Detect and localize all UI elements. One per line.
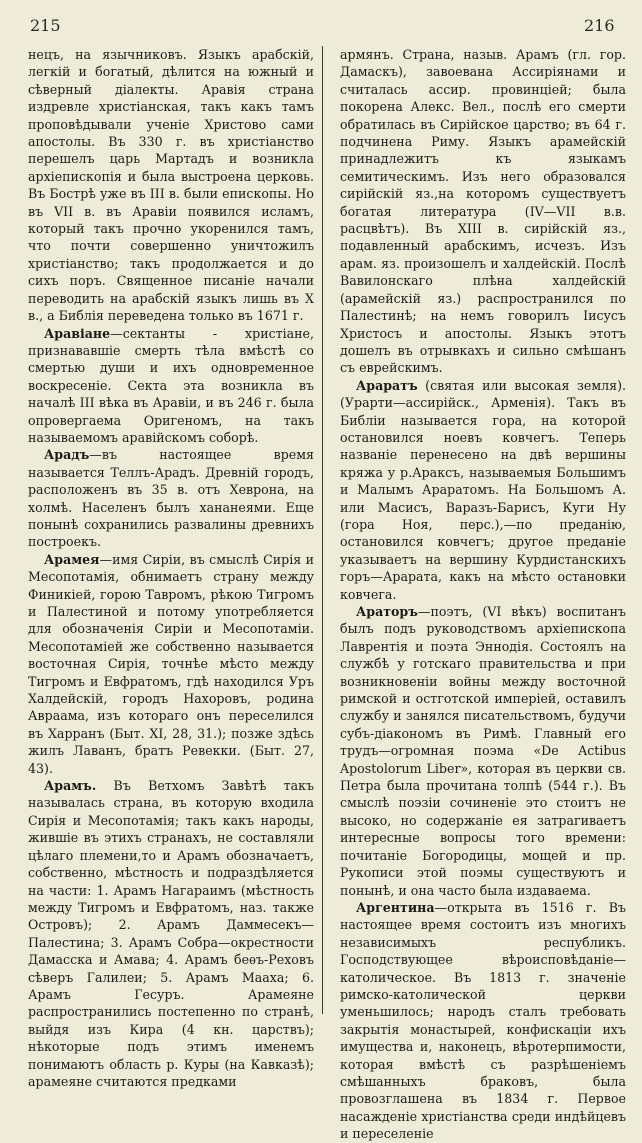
entry-text: армянъ. Страна, назыв. Арамъ (гл. гор. Дамаскъ), завоевана Ассиріянами и считалась ассир. провинціей; была покорена Алекс. Вел., послѣ его смерти обратилась въ Сирійское царство; въ 64 г. подчинена Риму. Языкъ арамейскій принадлежитъ къ языкамъ семитическимъ. Изъ него образовался сирійскій яз.,на которомъ существуетъ богатая литература (IV—VII в.в. расцвѣтъ). Въ XIII в. сирійскій яз., подавленный арабскимъ, исчезъ. Изъ арам. яз. произошелъ и халдейскій. Послѣ Вавилонскаго плѣна халдейскій (арамейскій яз.) распространился по Палестинѣ; на немъ говорилъ Іисусъ Христосъ и апостолы. Языкъ этотъ дошелъ въ отрывкахъ и сильно смѣшанъ съ еврейскимъ. (340, 47, 626, 376)
entry-headword: Аргентина (356, 899, 435, 915)
entry-headword: Арамъ. (44, 778, 97, 794)
entry-headword: Арамея (44, 551, 100, 567)
dictionary-entry (340, 377, 626, 603)
entry-headword: Араторъ (356, 604, 418, 619)
right-column (340, 46, 626, 1142)
entry-headword: Арадъ (44, 447, 90, 463)
left-column (28, 46, 314, 1089)
entry-text: Въ Ветхомъ Завѣтѣ такъ называлась страна, въ которую входила Сирія и Месопотамія; такъ какъ народы, жившіе въ этихъ странахъ, не составляли цѣлаго племени,то и Арамъ обозначаетъ, собственно, мѣстность и подраздѣляется на части: 1. Арамъ Нагараимъ (мѣстность между Тигромъ и Евфратомъ, наз. также Островъ); 2. Арамъ Даммесекъ—Палестина; 3. Арамъ Собра—окрестности Дамасска и Амава; 4. Арамъ беѳъ-Реховъ сѣверъ Галилеи; 5. Арамъ Мааха; 6. Арамъ Гесуръ. Арамеяне распространились постепенно по странѣ, выйдя изъ Кира (4 кн. царствъ); нѣкоторые подъ этимъ именемъ понимаютъ область р. Куры (на Кавказѣ); арамеяне считаются предками (28, 778, 314, 1089)
dictionary-entry (28, 325, 314, 447)
dictionary-entry (340, 899, 626, 1143)
column-divider (322, 46, 323, 1014)
entry-text: нецъ, на язычниковъ. Языкъ арабскій, легкій и богатый, дѣлится на южный и сѣверный діалекты. Аравія страна издревле христіанская, такъ какъ тамъ проповѣдывали ученіе Христово сами апостолы. Въ 330 г. въ христіанство перешелъ царь Мартадъ и возникла архіепископія и была выстроена церковь. Въ Бострѣ уже въ III в. были епископы. Но въ VII в. въ Аравіи появился исламъ, который такъ прочно укоренился тамъ, что почти совершенно уничтожилъ христіанство; такъ продолжается и до сихъ поръ. Священное писаніе начали переводить на арабскій языкъ лишь въ X в., а Библія переведена только въ 1671 г. (28, 47, 314, 324)
entry-text: —въ настоящее время называется Теллъ-Арадъ. Древній городъ, расположенъ въ 35 в. отъ Хеврона, на холмѣ. Населенъ былъ хананеями. Еще понынѣ сохранились развалины древнихъ построекъ. (28, 447, 314, 550)
dictionary-entry (28, 777, 314, 1090)
entry-text: —сектанты - христіане, признававшіе смерть тѣла вмѣстѣ со смертью души и ихъ одновременное воскресеніе. Секта эта возникла въ началѣ III вѣка въ Аравіи, и въ 246 г. была опровергаема Оригеномъ, на такъ называемомъ аравійскомъ соборѣ. (28, 325, 314, 445)
entry-text: —имя Сиріи, въ смыслѣ Сирія и Месопотамія, обнимаетъ страну между Финикіей, горою Тавромъ, рѣкою Тигромъ и Палестиной и потому употребляется для обозначенія Сиріи и Месопотаміи. Месопотаміей же собственно называется восточная Сирія, точнѣе мѣсто между Тигромъ и Евфратомъ, гдѣ находился Уръ Халдейскій, городъ Нахоровъ, родина Авраама, изъ котораго онъ переселился въ Харранъ (Быт. XI, 28, 31.); позже здѣсь жилъ Лаванъ, братъ Ревекки. (Быт. 27, 43). (28, 551, 314, 776)
dictionary-entry (28, 446, 314, 550)
dictionary-entry (340, 603, 626, 899)
dictionary-entry (340, 46, 626, 377)
entry-headword: Араратъ (356, 377, 418, 393)
left-page-number: 215 (30, 16, 61, 35)
entry-text: —открыта въ 1516 г. Въ настоящее время состоитъ изъ многихъ независимыхъ республикъ. Господствующее вѣроисповѣданіе—католическое. Въ 1813 г. значеніе римско-католической церкви уменьшилось; народъ сталъ требовать закрытія монастырей, конфискаціи ихъ имущества и, наконецъ, вѣротерпимости, которая вмѣстѣ съ разрѣшеніемъ смѣшанныхъ браковъ, была провозглашена въ 1834 г. Первое насажденіе христіанства среди индѣйцевъ и переселеніе (340, 899, 626, 1142)
dictionary-entry (28, 551, 314, 777)
dictionary-entry (28, 46, 314, 325)
right-page-number: 216 (584, 16, 615, 35)
entry-text: —поэтъ, (VI вѣкъ) воспитанъ былъ подъ руководствомъ архіепископа Лаврентія и поэта Эннодія. Состоялъ на службѣ у готскаго правительства и при возникновеніи войны между восточной римской и остготской имперіей, оставилъ службу и занялся писательствомъ, будучи субъ-діакономъ въ Римѣ. Главный его трудъ—огромная поэма «De Actibus Apostolorum Liber», которая въ церкви св. Петра была прочитана толпѣ (544 г.). Въ смыслѣ поэзіи сочиненіе это стоитъ не высоко, но содержаніе ея затрагиваетъ интересные вопросы того времени: почитаніе Богородицы, мощей и пр. Рукописи этой поэмы существуютъ и понынѣ, и она часто была издаваема. (340, 604, 626, 898)
entry-text: (святая или высокая земля). (Урарти—ассирійск., Арменія). Такъ въ Библіи называется гора, на которой остановился ноевъ ковчегъ. Теперь названіе перенесено на двѣ вершины кряжа у р.Араксъ, называемыя Большимъ и Малымъ Араратомъ. На Большомъ А. или Масисъ, Варазъ-Барисъ, Куги Ну (гора Ноя, перс.),—по преданію, остановился ковчегъ; другое преданіе указываетъ на вершину Курдистанскихъ горъ—Арарата, какъ на мѣсто остановки ковчега. (340, 377, 626, 602)
entry-headword: Аравіане (44, 325, 111, 341)
